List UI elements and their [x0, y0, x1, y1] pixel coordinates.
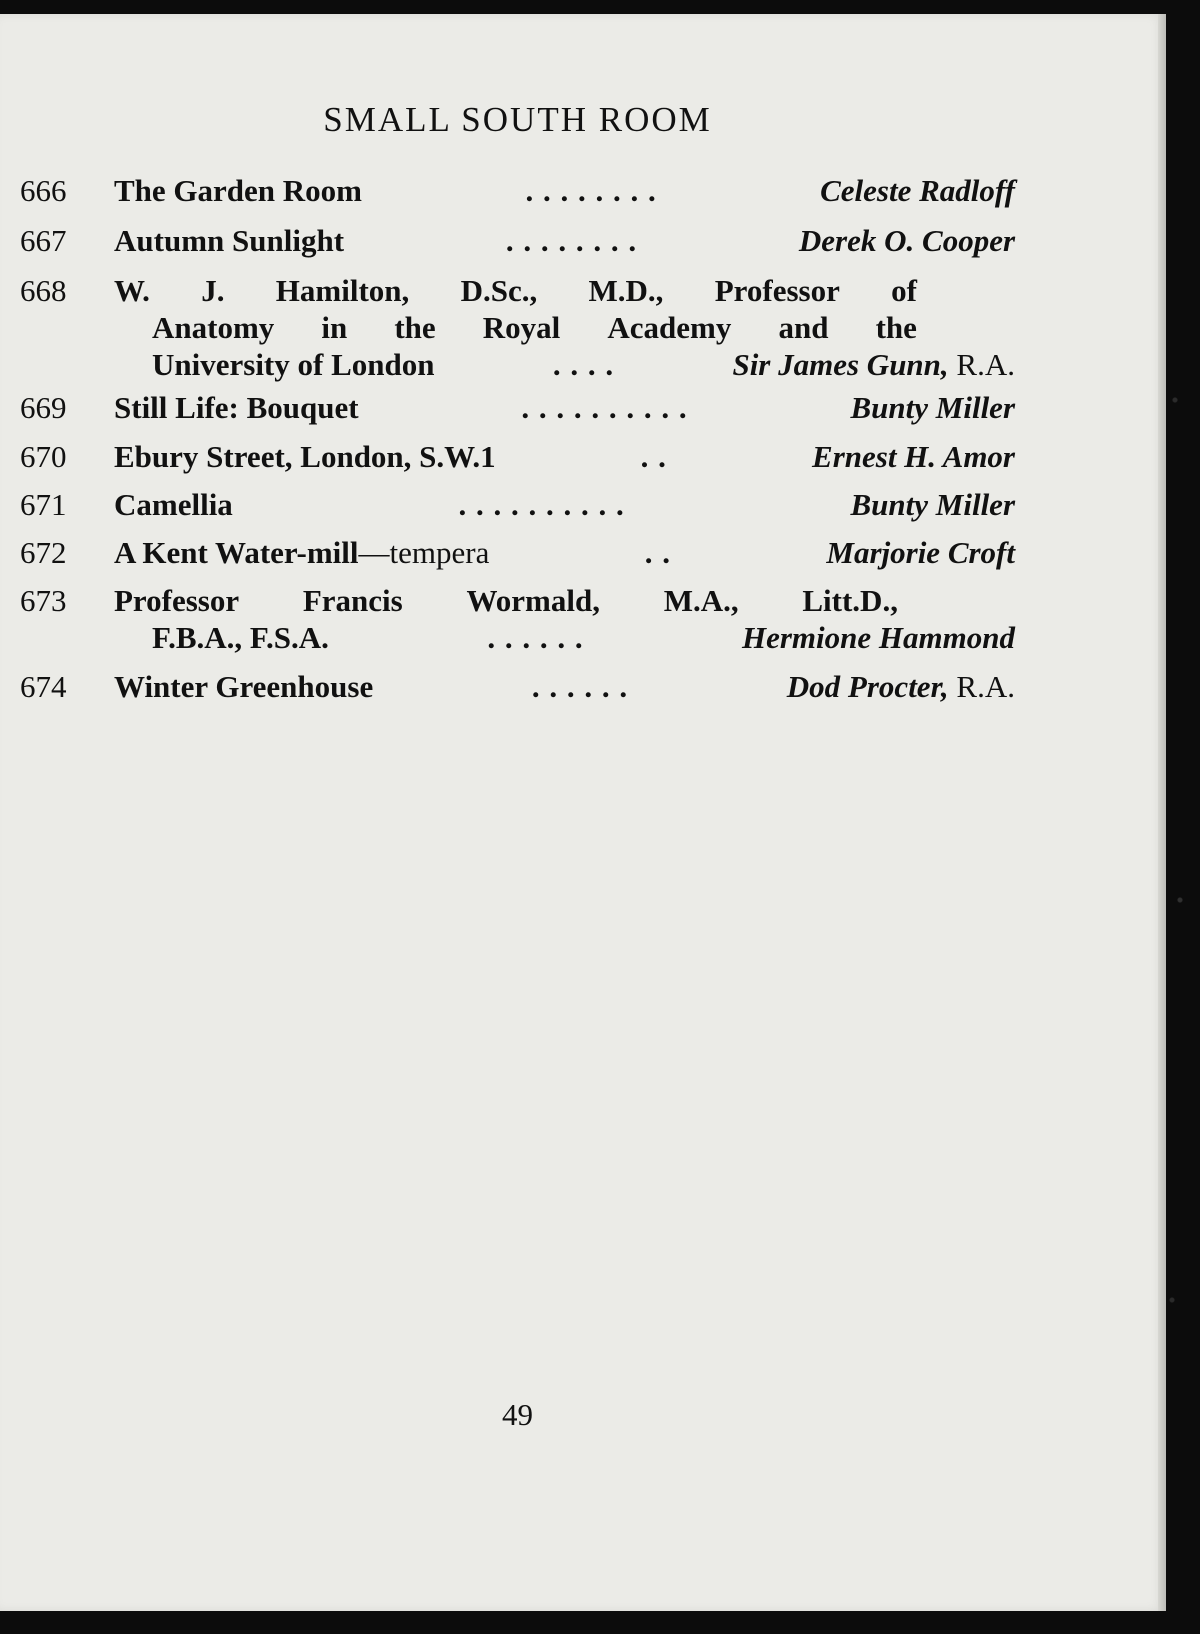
- entry-artist: Hermione Hammond: [742, 620, 1015, 655]
- entry-title: The Garden Room: [114, 173, 362, 208]
- entry-title-line-1: Professor Francis Wormald, M.A., Litt.D.,: [114, 583, 898, 618]
- entry-title: A Kent Water-mill: [114, 535, 359, 570]
- leader-dots: . . . . . .: [487, 620, 584, 655]
- entry-number: 670: [20, 439, 67, 474]
- entry-title: University of London: [152, 347, 435, 382]
- page-number: 49: [502, 1397, 533, 1432]
- entry-number: 674: [20, 669, 67, 704]
- room-heading: SMALL SOUTH ROOM: [323, 100, 712, 139]
- entry-artist: Ernest H. Amor: [812, 439, 1015, 474]
- leader-dots: . .: [640, 439, 667, 474]
- entry-title: F.B.A., F.S.A.: [152, 620, 329, 655]
- entry-artist: Sir James Gunn,: [732, 347, 949, 382]
- leader-dots: . . . . . . . . . .: [458, 487, 625, 522]
- entry-title: Ebury Street, London, S.W.1: [114, 439, 496, 474]
- entry-number: 671: [20, 487, 67, 522]
- entry-title: Winter Greenhouse: [114, 669, 374, 704]
- entry-title: Autumn Sunlight: [114, 223, 345, 258]
- entry-artist: Bunty Miller: [850, 390, 1016, 425]
- entry-number: 666: [20, 173, 67, 208]
- leader-dots: . .: [644, 535, 671, 570]
- entry-artist: Bunty Miller: [850, 487, 1016, 522]
- entry-number: 672: [20, 535, 67, 570]
- entry-title-line-2: Anatomy in the Royal Academy and the: [152, 310, 917, 345]
- leader-dots: . . . .: [552, 347, 615, 382]
- entry-artist: Marjorie Croft: [826, 535, 1015, 570]
- entry-title: Still Life: Bouquet: [114, 390, 359, 425]
- entry-artist: Celeste Radloff: [820, 173, 1015, 208]
- entry-artist: Derek O. Cooper: [798, 223, 1016, 258]
- leader-dots: . . . . . . . . . .: [521, 390, 688, 425]
- entry-medium: —tempera: [358, 535, 490, 570]
- entry-title-line-1: W. J. Hamilton, D.Sc., M.D., Professor of: [114, 273, 917, 308]
- entry-number: 669: [20, 390, 67, 425]
- entry-number: 667: [20, 223, 67, 258]
- artist-suffix: R.A.: [956, 347, 1015, 382]
- leader-dots: . . . . . . . .: [525, 173, 657, 208]
- leader-dots: . . . . . . . .: [505, 223, 638, 258]
- entry-title: Camellia: [114, 487, 233, 522]
- entry-artist: Dod Procter,: [786, 669, 949, 704]
- entry-number: 673: [20, 583, 67, 618]
- leader-dots: . . . . . .: [531, 669, 629, 704]
- artist-suffix: R.A.: [956, 669, 1015, 704]
- entry-number: 668: [20, 273, 67, 308]
